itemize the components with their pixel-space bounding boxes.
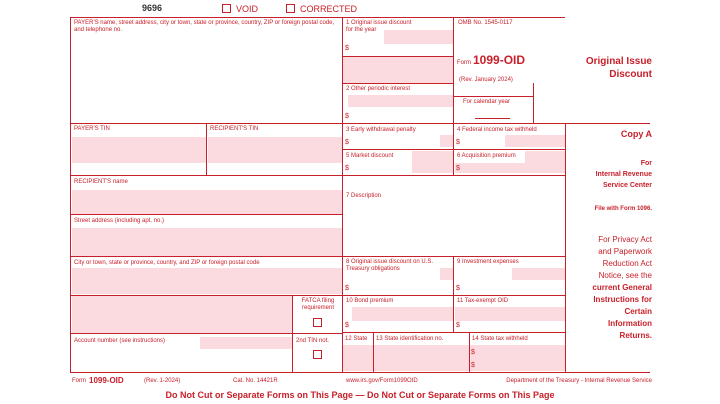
title-line2: Discount (609, 69, 652, 80)
box10-label: 10 Bond premium (346, 298, 394, 304)
corrected-checkbox[interactable] (286, 4, 295, 13)
footer-url: www.irs.gov/Form1099OID (346, 378, 418, 384)
box8-label: 8 Original issue discount on U.S. Treasury obligations (346, 259, 434, 272)
fatca-label: FATCA filing requirement (301, 298, 335, 311)
box11-label: 11 Tax-exempt OID (457, 298, 509, 304)
footer-form-word: Form (72, 378, 86, 384)
omb-number: OMB No. 1545-0117 (458, 20, 513, 26)
second-tin-label: 2nd TIN not. (296, 338, 329, 344)
for-line3: Service Center (602, 182, 652, 189)
instructions-line5: Returns. (619, 331, 652, 340)
for-line2: Internal Revenue (595, 171, 652, 178)
box9-dollar: $ (456, 285, 460, 292)
footer-cat-number: Cat. No. 14421R (233, 378, 278, 384)
box5-dollar: $ (345, 165, 349, 172)
privacy-line3: Reduction Act (602, 259, 652, 268)
city-state-label: City or town, state or province, country, and ZIP or foreign postal code (74, 260, 260, 266)
instructions-line4: Information (608, 319, 652, 328)
privacy-line4: Notice, see the (598, 271, 652, 280)
box14-label: 14 State tax withheld (472, 336, 528, 342)
omb-form-name: 1099-OID (473, 53, 526, 67)
privacy-line2: and Paperwork (598, 247, 652, 256)
box5-label: 5 Market discount (346, 153, 394, 159)
account-number-label: Account number (see instructions) (74, 338, 166, 344)
footer-form-name: 1099-OID (89, 376, 124, 385)
omb-revision: (Rev. January 2024) (459, 77, 513, 83)
box14-dollar-a: $ (471, 349, 475, 356)
void-checkbox[interactable] (222, 4, 231, 13)
calendar-year-label: For calendar year (463, 99, 511, 105)
box1-dollar: $ (345, 45, 349, 52)
privacy-line1: For Privacy Act (598, 235, 652, 244)
do-not-cut-warning: Do Not Cut or Separate Forms on This Page — Do Not Cut or Separate Forms on This Page (165, 390, 555, 400)
box7-label: 7 Description (346, 193, 382, 199)
box9-label: 9 Investment expenses (457, 259, 519, 265)
instructions-line1: current General (592, 283, 652, 292)
fatca-checkbox[interactable] (313, 318, 322, 327)
instructions-line2: Instructions for (593, 295, 652, 304)
file-with-label: File with Form 1096. (594, 206, 652, 212)
second-tin-checkbox[interactable] (313, 350, 322, 359)
corrected-label: CORRECTED (300, 4, 358, 14)
footer-department: Department of the Treasury - Internal Revenue Service (506, 378, 652, 384)
footer-revision: (Rev. 1-2024) (144, 378, 181, 384)
box8-dollar: $ (345, 285, 349, 292)
box6-label: 6 Acquisition premium (457, 153, 516, 159)
box4-label: 4 Federal income tax withheld (457, 127, 537, 133)
box2-dollar: $ (345, 113, 349, 120)
form-code: 9696 (142, 3, 163, 13)
box2-label: 2 Other periodic interest (346, 86, 411, 92)
title-line1: Original Issue (585, 56, 652, 67)
instructions-line3: Certain (624, 307, 652, 316)
box1-label: 1 Original issue discount for the year (346, 20, 412, 33)
box3-label: 3 Early withdrawal penalty (346, 127, 416, 133)
omb-form-word: Form (457, 60, 471, 66)
box3-dollar: $ (345, 139, 349, 146)
box13-label: 13 State identification no. (376, 336, 444, 342)
copy-label: Copy A (620, 129, 652, 139)
recipient-tin-label: RECIPIENT'S TIN (210, 126, 259, 132)
box4-dollar: $ (456, 139, 460, 146)
box10-dollar: $ (345, 322, 349, 329)
for-line1: For (640, 160, 652, 167)
payer-info-label: PAYER'S name, street address, city or town, state or province, country, ZIP or foreign postal code, and telephone no. (74, 20, 335, 33)
box6-dollar: $ (456, 165, 460, 172)
payer-tin-label: PAYER'S TIN (74, 126, 110, 132)
recipient-name-label: RECIPIENT'S name (74, 179, 128, 185)
box12-label: 12 State (345, 336, 368, 342)
box14-dollar-b: $ (471, 362, 475, 369)
street-address-label: Street address (including apt. no.) (74, 218, 165, 224)
box11-dollar: $ (456, 322, 460, 329)
void-label: VOID (236, 4, 259, 14)
